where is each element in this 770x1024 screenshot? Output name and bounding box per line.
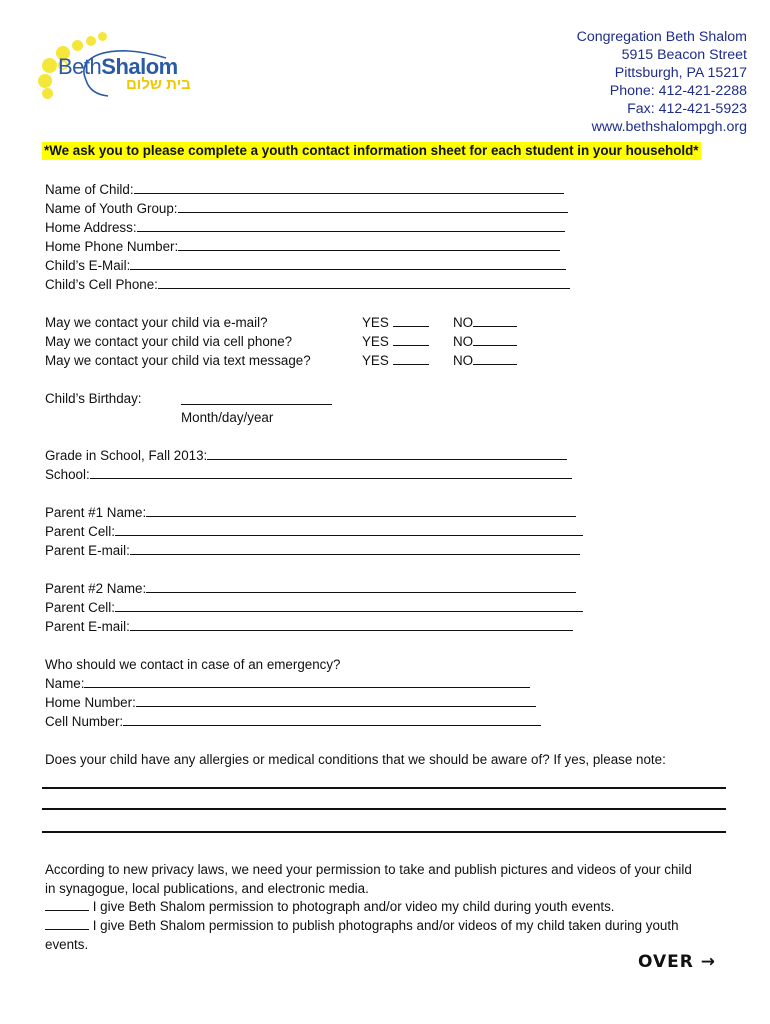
field-emergency-home[interactable]: Home Number: bbox=[45, 693, 536, 712]
field-child-cell[interactable]: Child’s Cell Phone: bbox=[45, 275, 570, 294]
field-parent1-cell[interactable]: Parent Cell: bbox=[45, 522, 583, 541]
parent1-email-line[interactable] bbox=[130, 541, 580, 555]
parent1-name-line[interactable] bbox=[146, 503, 576, 517]
arrow-right-icon: → bbox=[700, 952, 717, 972]
contact-text-no[interactable]: NO bbox=[453, 351, 517, 370]
field-parent1-email[interactable]: Parent E-mail: bbox=[45, 541, 580, 560]
grade-line[interactable] bbox=[207, 446, 567, 460]
field-parent1-name[interactable]: Parent #1 Name: bbox=[45, 503, 576, 522]
emergency-name-line[interactable] bbox=[84, 674, 530, 688]
photo-consent[interactable]: I give Beth Shalom permission to photograph and/or video my child during youth events. bbox=[45, 897, 615, 916]
website-link[interactable]: www.bethshalompgh.org bbox=[591, 119, 747, 135]
congregation-address bbox=[577, 28, 747, 136]
contact-text-question: May we contact your child via text message? bbox=[45, 353, 311, 368]
address-line: Pittsburgh, PA 15217 bbox=[614, 65, 747, 81]
logo-dot bbox=[38, 74, 52, 88]
contact-cell-no[interactable]: NO bbox=[453, 332, 517, 351]
photo-consent-blank[interactable] bbox=[45, 897, 89, 911]
field-parent2-cell[interactable]: Parent Cell: bbox=[45, 598, 583, 617]
emergency-question: Who should we contact in case of an emergency? bbox=[45, 657, 341, 672]
parent2-name-line[interactable] bbox=[146, 579, 576, 593]
field-child-email[interactable]: Child’s E-Mail: bbox=[45, 256, 566, 275]
publish-consent-continued: events. bbox=[45, 937, 89, 952]
birthday-label: Child’s Birthday: bbox=[45, 391, 142, 406]
over-indicator: OVER → bbox=[638, 952, 717, 972]
parent2-email-line[interactable] bbox=[130, 617, 573, 631]
field-home-address[interactable]: Home Address: bbox=[45, 218, 565, 237]
address-line: Congregation Beth Shalom bbox=[576, 29, 747, 45]
child-name-line[interactable] bbox=[134, 180, 564, 194]
publish-consent-blank[interactable] bbox=[45, 916, 89, 930]
contact-email-yes[interactable]: YES bbox=[362, 313, 429, 332]
privacy-intro-line: in synagogue, local publications, and electronic media. bbox=[45, 881, 369, 896]
field-school[interactable]: School: bbox=[45, 465, 572, 484]
field-youth-group[interactable]: Name of Youth Group: bbox=[45, 199, 568, 218]
field-emergency-cell[interactable]: Cell Number: bbox=[45, 712, 541, 731]
publish-consent[interactable]: I give Beth Shalom permission to publish photographs and/or videos of my child taken during youth bbox=[45, 916, 679, 935]
field-emergency-name[interactable]: Name: bbox=[45, 674, 530, 693]
field-parent2-email[interactable]: Parent E-mail: bbox=[45, 617, 573, 636]
field-parent2-name[interactable]: Parent #2 Name: bbox=[45, 579, 576, 598]
child-email-line[interactable] bbox=[130, 256, 566, 270]
logo-dot bbox=[42, 88, 53, 99]
home-phone-line[interactable] bbox=[178, 237, 560, 251]
field-child-name[interactable]: Name of Child: bbox=[45, 180, 564, 199]
child-cell-line[interactable] bbox=[158, 275, 570, 289]
birthday-line[interactable] bbox=[181, 390, 332, 405]
logo-name: BethShalom bbox=[58, 54, 178, 79]
contact-cell-question: May we contact your child via cell phone? bbox=[45, 334, 293, 349]
instruction-banner: *We ask you to please complete a youth contact information sheet for each student in your household* bbox=[44, 143, 699, 158]
logo-dot bbox=[42, 58, 57, 73]
birthday-hint: Month/day/year bbox=[181, 410, 274, 425]
contact-email-question: May we contact your child via e-mail? bbox=[45, 315, 268, 330]
contact-cell-yes[interactable]: YES bbox=[362, 332, 429, 351]
school-line[interactable] bbox=[90, 465, 572, 479]
field-home-phone[interactable]: Home Phone Number: bbox=[45, 237, 560, 256]
parent1-cell-line[interactable] bbox=[115, 522, 583, 536]
logo-hebrew-name: בית שלום bbox=[126, 76, 191, 93]
address-line: 5915 Beacon Street bbox=[621, 47, 747, 63]
emergency-cell-line[interactable] bbox=[123, 712, 541, 726]
contact-text-yes[interactable]: YES bbox=[362, 351, 429, 370]
emergency-home-line[interactable] bbox=[136, 693, 536, 707]
medical-answer-line[interactable] bbox=[42, 787, 726, 789]
medical-answer-line[interactable] bbox=[42, 808, 726, 810]
beth-shalom-logo bbox=[36, 32, 196, 102]
medical-question: Does your child have any allergies or medical conditions that we should be aware of? If yes, please note: bbox=[45, 752, 666, 767]
contact-email-no[interactable]: NO bbox=[453, 313, 517, 332]
medical-answer-line[interactable] bbox=[42, 831, 726, 833]
parent2-cell-line[interactable] bbox=[115, 598, 583, 612]
youth-group-line[interactable] bbox=[178, 199, 568, 213]
privacy-intro-line: According to new privacy laws, we need your permission to take and publish pictures and videos of your child bbox=[45, 862, 692, 877]
home-address-line[interactable] bbox=[137, 218, 565, 232]
field-grade[interactable]: Grade in School, Fall 2013: bbox=[45, 446, 567, 465]
address-line: Phone: 412-421-2288 bbox=[609, 83, 747, 99]
address-line: Fax: 412-421-5923 bbox=[627, 101, 747, 117]
